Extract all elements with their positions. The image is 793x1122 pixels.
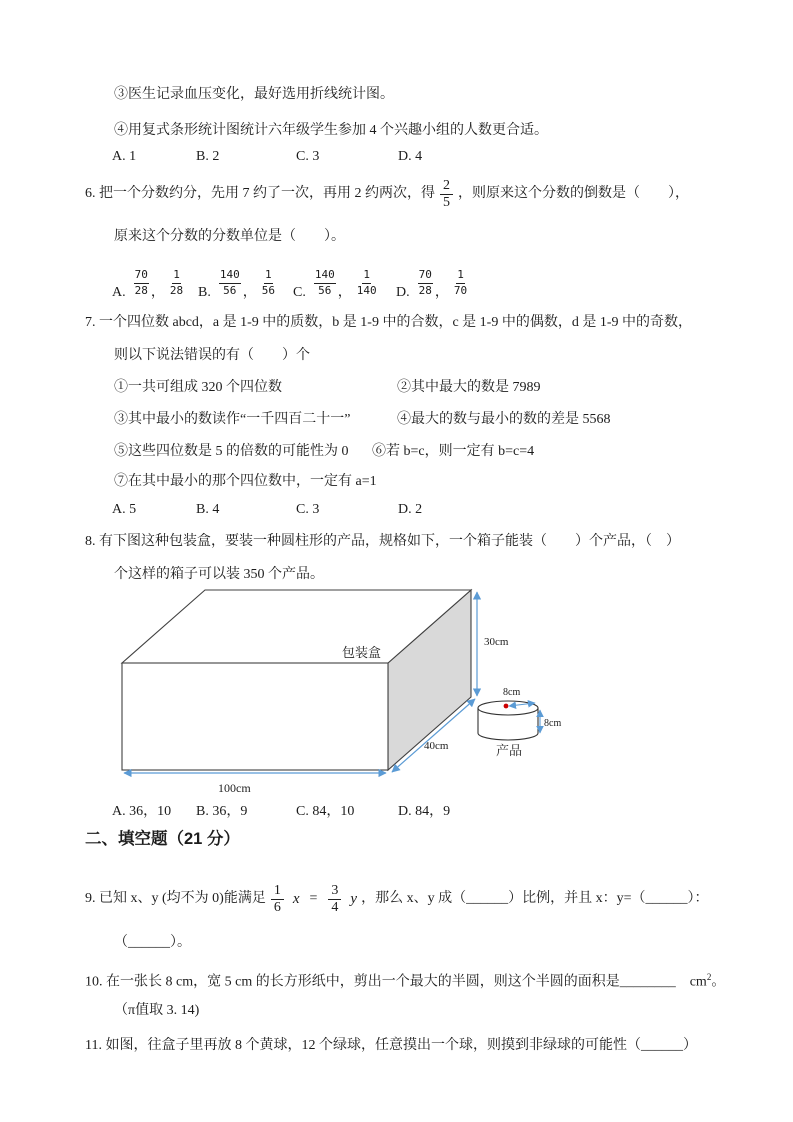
fraction-numerator: 1 xyxy=(264,268,273,283)
q10-unit: cm xyxy=(689,974,707,990)
q6-text-pre: 6. 把一个分数约分，先用 7 约了一次，再用 2 约两次，得 xyxy=(85,186,435,201)
fraction-denominator: 6 xyxy=(273,899,281,915)
fraction xyxy=(169,268,184,298)
comma-separator: ， xyxy=(434,285,449,300)
cylinder-top xyxy=(478,701,538,715)
q9-line-2: （______）。 xyxy=(114,935,191,950)
q6-option-c xyxy=(293,255,378,301)
q8-option-a: A. 36，10 xyxy=(112,804,172,819)
q9-line-1 xyxy=(85,876,708,922)
q8-line-1: 8. 有下图这种包装盒，要装一种圆柱形的产品，规格如下，一个箱子能装（ ）个产品，（ ） xyxy=(85,534,680,549)
q5-option-c: C. 3 xyxy=(296,149,320,164)
fraction-numerator: 3 xyxy=(328,883,341,900)
q7-statement-6: ⑥若 b=c，则一定有 b=c=4 xyxy=(372,444,535,459)
width-label: 100cm xyxy=(218,781,251,795)
q7-line-2: 则以下说法错误的有（ ）个 xyxy=(114,348,310,363)
fraction-denominator: 56 xyxy=(318,283,332,297)
fraction-numerator: 70 xyxy=(418,268,433,283)
q9-text-pre: 9. 已知 x、y (均不为 0)能满足 xyxy=(85,891,266,906)
variable-x: x xyxy=(292,891,300,907)
comma-separator: ， xyxy=(337,285,352,300)
comma-separator: ， xyxy=(150,285,165,300)
depth-label: 40cm xyxy=(424,740,449,752)
fraction-denominator: 28 xyxy=(134,283,148,297)
fraction-numerator: 140 xyxy=(314,268,336,283)
q7-option-c: C. 3 xyxy=(296,502,320,517)
q10-text-pre: 10. 在一张长 8 cm，宽 5 cm 的长方形纸中，剪出一个最大的半圆，则这个半圆的面积是________ xyxy=(85,974,690,990)
fraction-denominator: 140 xyxy=(356,283,377,297)
q5-option-d: D. 4 xyxy=(398,149,423,164)
q6-option-d xyxy=(396,255,468,301)
q6-line-1 xyxy=(85,172,689,216)
q8-option-d: D. 84，9 xyxy=(398,804,451,819)
q6-option-a xyxy=(112,255,184,301)
option-label: C. xyxy=(293,285,306,300)
option-label: A. xyxy=(112,285,126,300)
fraction-numerator: 70 xyxy=(134,268,149,283)
q7-option-b: B. 4 xyxy=(196,502,220,517)
q8-option-b: B. 36，9 xyxy=(196,804,248,819)
q6-option-b xyxy=(198,255,276,301)
fraction-denominator: 56 xyxy=(223,283,237,297)
fraction-denominator: 56 xyxy=(261,283,275,297)
cylinder-height-label: 8cm xyxy=(544,718,562,729)
fraction-numerator: 2 xyxy=(440,178,453,195)
box-cylinder-figure xyxy=(90,582,620,797)
equals-sign: = xyxy=(309,891,318,906)
q7-line-1: 7. 一个四位数 abcd，a 是 1-9 中的质数，b 是 1-9 中的合数，c 是 1-9 中的偶数，d 是 1-9 中的奇数， xyxy=(85,315,693,330)
fraction xyxy=(453,268,468,298)
q7-statement-7: ⑦在其中最小的那个四位数中，一定有 a=1 xyxy=(114,474,377,489)
q6-text-post: ，则原来这个分数的倒数是（ ）， xyxy=(458,186,689,201)
comma-separator: ， xyxy=(242,285,257,300)
q9-text-post: ，那么 x、y 成（______）比例，并且 x：y=（______）： xyxy=(361,891,709,906)
q7-statement-5: ⑤这些四位数是 5 的倍数的可能性为 0 xyxy=(114,444,349,459)
fraction-denominator: 28 xyxy=(169,283,184,297)
box-label: 包装盒 xyxy=(342,645,382,660)
q7-statement-3: ③其中最小的数读作“一千四百二十一” xyxy=(114,412,351,427)
q7-statement-4: ④最大的数与最小的数的差是 5568 xyxy=(397,412,611,427)
q7-statement-1: ①一共可组成 320 个四位数 xyxy=(114,380,282,395)
variable-y: y xyxy=(350,891,358,907)
q10-text-end: 。 xyxy=(711,974,726,990)
q5-statement-3: ③医生记录血压变化，最好选用折线统计图。 xyxy=(114,87,394,102)
q5-statement-4: ④用复式条形统计图统计六年级学生参加 4 个兴趣小组的人数更合适。 xyxy=(114,123,548,138)
box-front-face xyxy=(122,663,388,770)
q6-line-2: 原来这个分数的分数单位是（ ）。 xyxy=(114,229,345,244)
fraction xyxy=(134,268,149,298)
cylinder-radius-label: 8cm xyxy=(503,687,521,698)
fraction-numerator: 1 xyxy=(271,883,284,900)
cylinder-label: 产品 xyxy=(496,743,523,758)
q9-fraction-1 xyxy=(271,883,284,915)
fraction xyxy=(314,268,336,298)
fraction-numerator: 1 xyxy=(172,268,181,283)
q5-option-a: A. 1 xyxy=(112,149,137,164)
section-2-heading: 二、填空题（21 分） xyxy=(85,830,240,848)
fraction xyxy=(418,268,433,298)
fraction-denominator: 28 xyxy=(418,283,432,297)
fraction xyxy=(219,268,241,298)
q5-option-b: B. 2 xyxy=(196,149,220,164)
fraction-denominator: 70 xyxy=(453,283,468,297)
packaging-box-diagram xyxy=(90,582,620,802)
q11-line-1: 11. 如图，往盒子里再放 8 个黄球，12 个绿球，任意摸出一个球，则摸到非绿球的可能性（______） xyxy=(85,1038,697,1053)
q7-option-d: D. 2 xyxy=(398,502,423,517)
height-label: 30cm xyxy=(484,636,509,648)
fraction-numerator: 1 xyxy=(456,268,465,283)
fraction xyxy=(356,268,378,298)
q8-option-c: C. 84，10 xyxy=(296,804,355,819)
fraction xyxy=(261,268,276,298)
fraction-numerator: 1 xyxy=(362,268,371,283)
q8-line-2: 个这样的箱子可以装 350 个产品。 xyxy=(114,567,324,582)
option-label: D. xyxy=(396,285,410,300)
cylinder-center-dot xyxy=(504,704,509,709)
fraction-denominator: 5 xyxy=(443,194,450,210)
q10-line-2: （π值取 3. 14) xyxy=(114,1003,200,1018)
q10-line-1 xyxy=(85,968,725,992)
q7-statement-2: ②其中最大的数是 7989 xyxy=(397,380,541,395)
q10-unit-superscript: 2 xyxy=(706,972,712,982)
fraction-numerator: 140 xyxy=(219,268,241,283)
q9-fraction-2 xyxy=(328,883,341,915)
q6-fraction xyxy=(440,178,453,210)
q7-option-a: A. 5 xyxy=(112,502,137,517)
option-label: B. xyxy=(198,285,211,300)
fraction-denominator: 4 xyxy=(331,899,339,915)
